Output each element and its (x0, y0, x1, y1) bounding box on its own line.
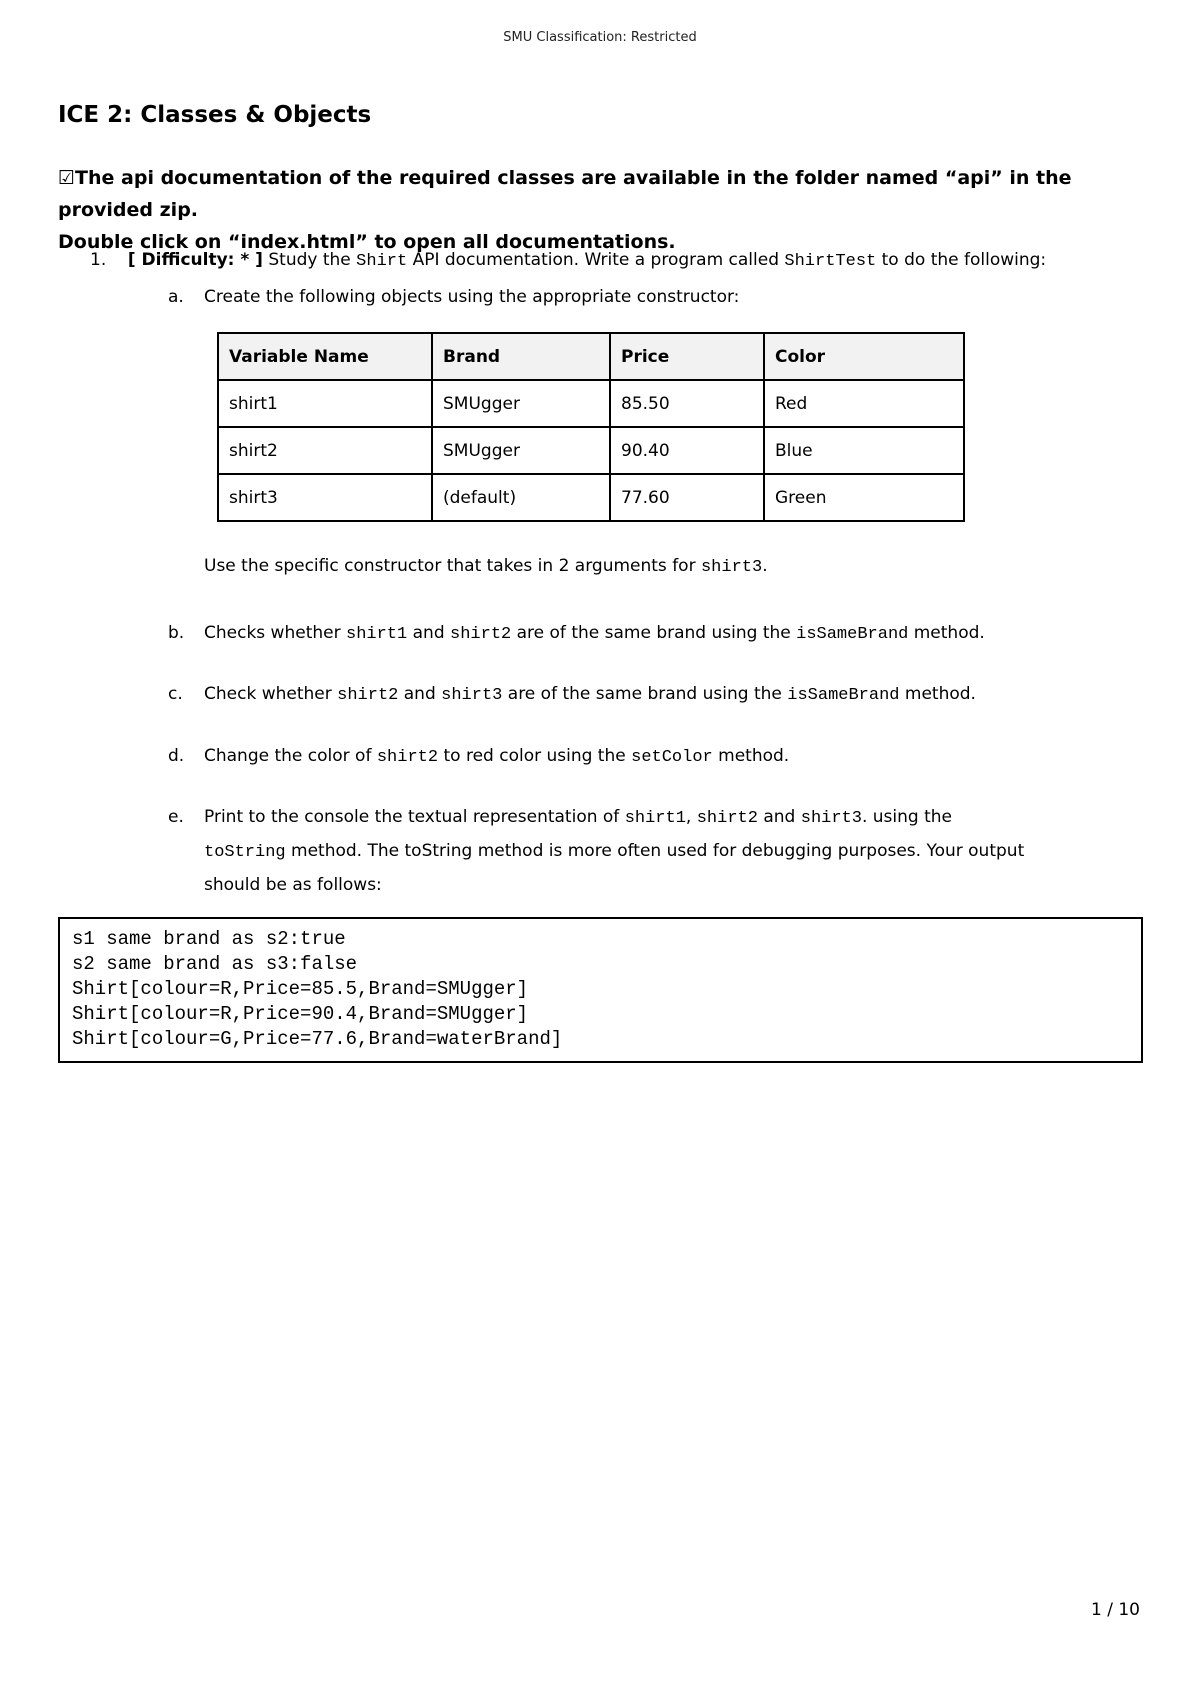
subitem-e (168, 801, 1108, 901)
checkbox-icon: ☑ (58, 167, 76, 189)
table-cell: Blue (764, 427, 964, 474)
subitem-text (204, 678, 1108, 712)
output-line: Shirt[colour=G,Price=77.6,Brand=waterBrand] (72, 1028, 563, 1050)
table-row (218, 427, 964, 474)
question-text: API documentation. Write a program called (407, 250, 785, 270)
text: and (407, 623, 451, 643)
table-cell: shirt2 (218, 427, 432, 474)
table-row (218, 474, 964, 521)
page-title: ICE 2: Classes & Objects (58, 102, 372, 128)
text: Print to the console the textual representation of (204, 807, 625, 827)
column-header: Variable Name (218, 333, 432, 380)
question-text: Study the (262, 250, 357, 270)
text: to red color using the (438, 746, 632, 766)
intro-text-1: The api documentation of the required classes are available in the folder named “api” in the provided zip. (58, 167, 1072, 221)
text: Checks whether (204, 623, 346, 643)
code: toString (204, 843, 286, 862)
intro-line-2: Double click on “index.html” to open all documentations. (58, 231, 676, 253)
code: shirt3 (800, 809, 862, 828)
output-line: Shirt[colour=R,Price=90.4,Brand=SMUgger] (72, 1003, 529, 1025)
text: , (685, 807, 697, 827)
subitem-label: a. (168, 287, 184, 307)
question-1 (90, 250, 1046, 271)
text: and (757, 807, 801, 827)
text: are of the same brand using the (502, 684, 788, 704)
code: shirt1 (346, 625, 408, 644)
table-cell: Green (764, 474, 964, 521)
code-shirttest: ShirtTest (784, 252, 877, 271)
table-cell: (default) (432, 474, 610, 521)
code: shirt2 (337, 686, 399, 705)
code: isSameBrand (787, 686, 900, 705)
classification-header: SMU Classification: Restricted (503, 30, 697, 45)
intro-line-1 (58, 162, 1148, 226)
expected-output-box (58, 917, 1143, 1063)
difficulty-label: [ Difficulty: * ] (127, 250, 263, 270)
subitem-text: Create the following objects using the appropriate constructor: (204, 287, 740, 307)
table-cell: Red (764, 380, 964, 427)
text: method. (712, 746, 790, 766)
table-cell: shirt1 (218, 380, 432, 427)
code: shirt2 (376, 748, 439, 767)
subitem-e-line-1 (204, 801, 1108, 835)
table-cell: SMUgger (432, 427, 610, 474)
constructor-note (204, 556, 768, 577)
code: shirt2 (696, 809, 758, 828)
output-line: Shirt[colour=R,Price=85.5,Brand=SMUgger] (72, 978, 529, 1000)
question-text: to do the following: (876, 250, 1047, 270)
subitem-label: b. (168, 623, 185, 643)
page-number: 1 / 10 (1091, 1600, 1140, 1620)
subitem-label: d. (168, 746, 185, 766)
output-line: s1 same brand as s2:true (72, 928, 346, 950)
output-line: s2 same brand as s3:false (72, 953, 358, 975)
question-number: 1. (90, 250, 107, 270)
subitem-e-line-2 (204, 835, 1108, 869)
subitem-e-line-3: should be as follows: (204, 875, 382, 895)
subitem-label: e. (168, 807, 184, 827)
table-cell: 85.50 (610, 380, 764, 427)
text: . using the (861, 807, 952, 827)
table-cell: 77.60 (610, 474, 764, 521)
subitem-text (204, 740, 1108, 774)
intro-paragraph (58, 162, 1148, 258)
subitem-a (168, 281, 1108, 313)
subitem-label: c. (168, 684, 183, 704)
subitem-b (168, 617, 1108, 651)
code: shirt3 (441, 686, 503, 705)
column-header: Price (610, 333, 764, 380)
note-text: Use the specific constructor that takes in 2 arguments for (204, 556, 701, 576)
code-shirt: Shirt (356, 252, 408, 271)
table-cell: SMUgger (432, 380, 610, 427)
subitem-text (204, 617, 1108, 651)
subitem-text (204, 801, 1108, 901)
column-header: Color (764, 333, 964, 380)
table-cell: shirt3 (218, 474, 432, 521)
code: shirt1 (624, 809, 686, 828)
shirt-table (217, 332, 965, 522)
code: shirt2 (450, 625, 512, 644)
table-header-row (218, 333, 964, 380)
code: isSameBrand (796, 625, 909, 644)
text: Check whether (204, 684, 338, 704)
code-shirt3: shirt3 (700, 558, 763, 577)
table-row (218, 380, 964, 427)
table-cell: 90.40 (610, 427, 764, 474)
subitem-d (168, 740, 1108, 774)
column-header: Brand (432, 333, 610, 380)
code: setColor (631, 748, 713, 767)
text: method. (908, 623, 985, 643)
subitem-c (168, 678, 1108, 712)
text: and (398, 684, 442, 704)
text: method. (899, 684, 976, 704)
text: are of the same brand using the (511, 623, 797, 643)
text: method. The toString method is more often used for debugging purposes. Your output (285, 841, 1025, 861)
text: Change the color of (204, 746, 377, 766)
note-text: . (762, 556, 768, 576)
